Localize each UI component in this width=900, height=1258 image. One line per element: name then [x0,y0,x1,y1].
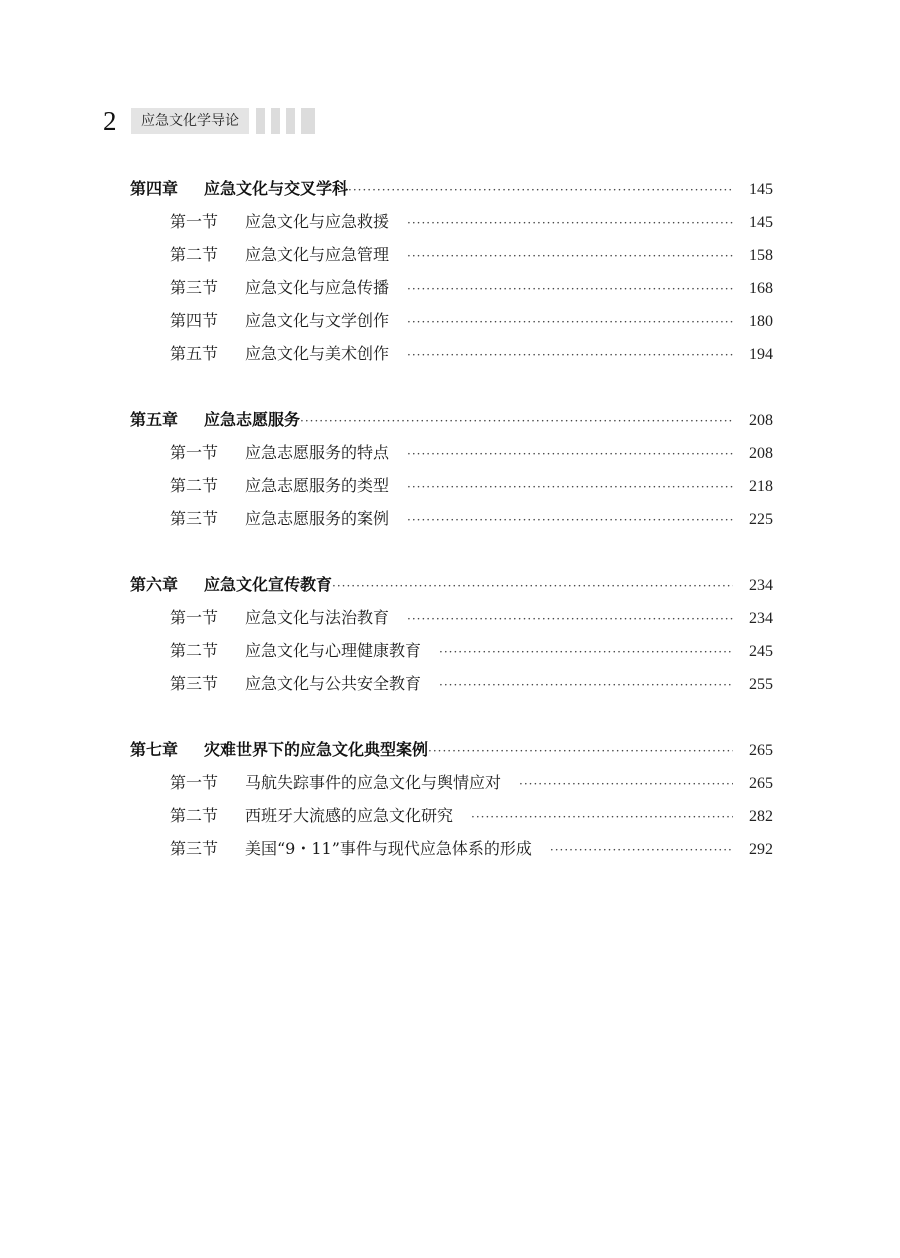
dot-leader [300,405,733,438]
chapter-page: 234 [749,577,773,594]
section-number: 第三节 [170,674,219,693]
section-page: 158 [749,247,773,264]
section-entry[interactable] [130,271,773,304]
section-title: 美国“9・11”事件与现代应急体系的形成 [245,839,532,858]
section-number: 第五节 [170,344,219,363]
dot-leader [519,768,733,801]
dot-leader [332,570,733,603]
section-number: 第四节 [170,311,219,330]
section-entry[interactable] [130,832,773,865]
book-title: 应急文化学导论 [131,108,249,134]
section-title: 应急文化与文学创作 [245,311,390,330]
chapter-title: 应急文化宣传教育 [204,575,333,594]
dot-leader [407,339,733,372]
section-title: 应急文化与应急传播 [245,278,390,297]
chapter-title: 应急文化与交叉学科 [204,179,349,198]
section-title: 应急志愿服务的特点 [245,443,390,462]
dot-leader [471,801,733,834]
section-page: 225 [749,511,773,528]
chapter-page: 145 [749,181,773,198]
section-number: 第三节 [170,278,219,297]
chapter-entry[interactable] [130,568,773,601]
section-entry[interactable] [130,469,773,502]
section-page: 194 [749,346,773,363]
section-page: 218 [749,478,773,495]
section-title: 马航失踪事件的应急文化与舆情应对 [245,773,502,792]
dot-leader [407,273,733,306]
dot-leader [550,834,733,867]
dot-leader [439,669,733,702]
dot-leader [407,306,733,339]
dot-leader [428,735,733,768]
chapter-number: 第六章 [130,575,179,594]
dot-leader [439,636,733,669]
section-number: 第二节 [170,245,219,264]
chapter-5 [130,403,773,535]
section-number: 第一节 [170,212,219,231]
section-page: 180 [749,313,773,330]
chapter-number: 第四章 [130,179,179,198]
section-title: 应急文化与公共安全教育 [245,674,422,693]
section-number: 第二节 [170,476,219,495]
section-page: 168 [749,280,773,297]
section-page: 292 [749,841,773,858]
section-entry[interactable] [130,799,773,832]
section-number: 第一节 [170,443,219,462]
section-page: 245 [749,643,773,660]
section-number: 第一节 [170,773,219,792]
chapter-entry[interactable] [130,172,773,205]
dot-leader [407,504,733,537]
section-entry[interactable] [130,502,773,535]
page-number: 2 [103,106,117,136]
chapter-title: 灾难世界下的应急文化典型案例 [204,740,429,759]
header-decoration-bars [256,108,315,134]
section-page: 282 [749,808,773,825]
section-title: 应急志愿服务的类型 [245,476,390,495]
section-entry[interactable] [130,205,773,238]
section-page: 255 [749,676,773,693]
chapter-entry[interactable] [130,403,773,436]
section-entry[interactable] [130,238,773,271]
dot-leader [407,438,733,471]
section-number: 第一节 [170,608,219,627]
section-number: 第二节 [170,641,219,660]
chapter-page: 265 [749,742,773,759]
dot-leader [407,240,733,273]
section-entry[interactable] [130,667,773,700]
section-title: 应急文化与心理健康教育 [245,641,422,660]
section-page: 234 [749,610,773,627]
section-title: 应急文化与法治教育 [245,608,390,627]
section-page: 208 [749,445,773,462]
section-title: 西班牙大流感的应急文化研究 [245,806,454,825]
chapter-page: 208 [749,412,773,429]
chapter-title: 应急志愿服务 [204,410,301,429]
chapter-6 [130,568,773,700]
section-title: 应急志愿服务的案例 [245,509,390,528]
section-title: 应急文化与应急管理 [245,245,390,264]
section-title: 应急文化与应急救援 [245,212,390,231]
table-of-contents [130,172,773,898]
dot-leader [407,603,733,636]
chapter-number: 第七章 [130,740,179,759]
chapter-4 [130,172,773,370]
running-header [103,106,315,136]
section-title: 应急文化与美术创作 [245,344,390,363]
section-entry[interactable] [130,601,773,634]
section-number: 第三节 [170,509,219,528]
chapter-7 [130,733,773,865]
section-number: 第三节 [170,839,219,858]
dot-leader [348,174,733,207]
section-entry[interactable] [130,304,773,337]
dot-leader [407,471,733,504]
section-entry[interactable] [130,634,773,667]
chapter-number: 第五章 [130,410,179,429]
section-entry[interactable] [130,436,773,469]
section-entry[interactable] [130,337,773,370]
section-page: 265 [749,775,773,792]
dot-leader [407,207,733,240]
chapter-entry[interactable] [130,733,773,766]
section-number: 第二节 [170,806,219,825]
section-entry[interactable] [130,766,773,799]
section-page: 145 [749,214,773,231]
